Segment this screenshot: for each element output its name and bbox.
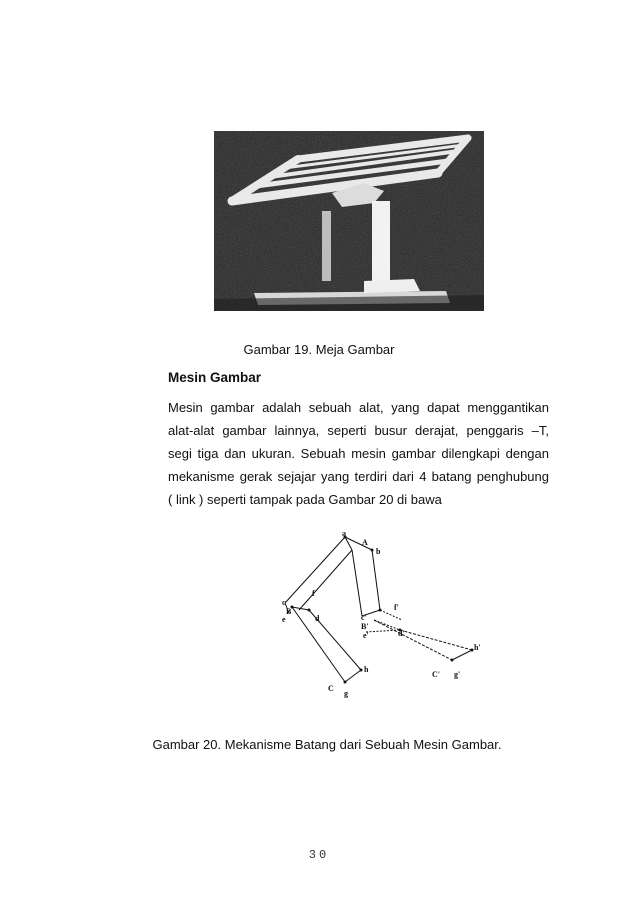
label-g-prime: g' (454, 670, 461, 679)
paragraph-line: alat-alat gambar lainnya, seperti busur derajat, penggaris –T, (168, 423, 549, 438)
label-g: g (344, 689, 348, 698)
label-h: h (364, 665, 369, 674)
label-A: A (362, 538, 368, 547)
label-f-prime: f' (394, 603, 399, 612)
paragraph-line: segi tiga dan ukuran. Sebuah mesin gambar dilengkapi dengan (168, 446, 549, 461)
figure-19-caption: Gambar 19. Meja Gambar (243, 342, 395, 357)
label-B-prime: B' (361, 622, 369, 631)
label-C: C (328, 684, 334, 693)
figure-20-caption: Gambar 20. Mekanisme Batang dari Sebuah Mesin Gambar. (152, 737, 502, 752)
label-C-prime: C' (432, 670, 440, 679)
label-f: f (312, 589, 315, 598)
label-d: d (315, 614, 320, 623)
page-number: 30 (308, 848, 330, 862)
label-a: a (342, 530, 346, 538)
label-b: b (376, 547, 381, 556)
linkage-mechanism-diagram (262, 530, 484, 702)
label-B: B (286, 607, 292, 616)
label-c-prime: c' (361, 613, 367, 622)
body-paragraph (168, 396, 549, 511)
label-d-prime: d' (398, 629, 405, 638)
label-e-prime: e' (363, 631, 369, 640)
label-h-prime: h' (474, 643, 481, 652)
label-e: e (282, 615, 286, 624)
paragraph-line: Mesin gambar adalah sebuah alat, yang dapat menggantikan (168, 400, 549, 415)
section-heading: Mesin Gambar (168, 370, 262, 385)
paragraph-line: ( link ) seperti tampak pada Gambar 20 di bawa (168, 492, 442, 507)
paragraph-line: mekanisme gerak sejajar yang terdiri dari 4 batang penghubung (168, 469, 549, 484)
label-c: c (282, 598, 286, 607)
drafting-table-photo (214, 131, 484, 311)
